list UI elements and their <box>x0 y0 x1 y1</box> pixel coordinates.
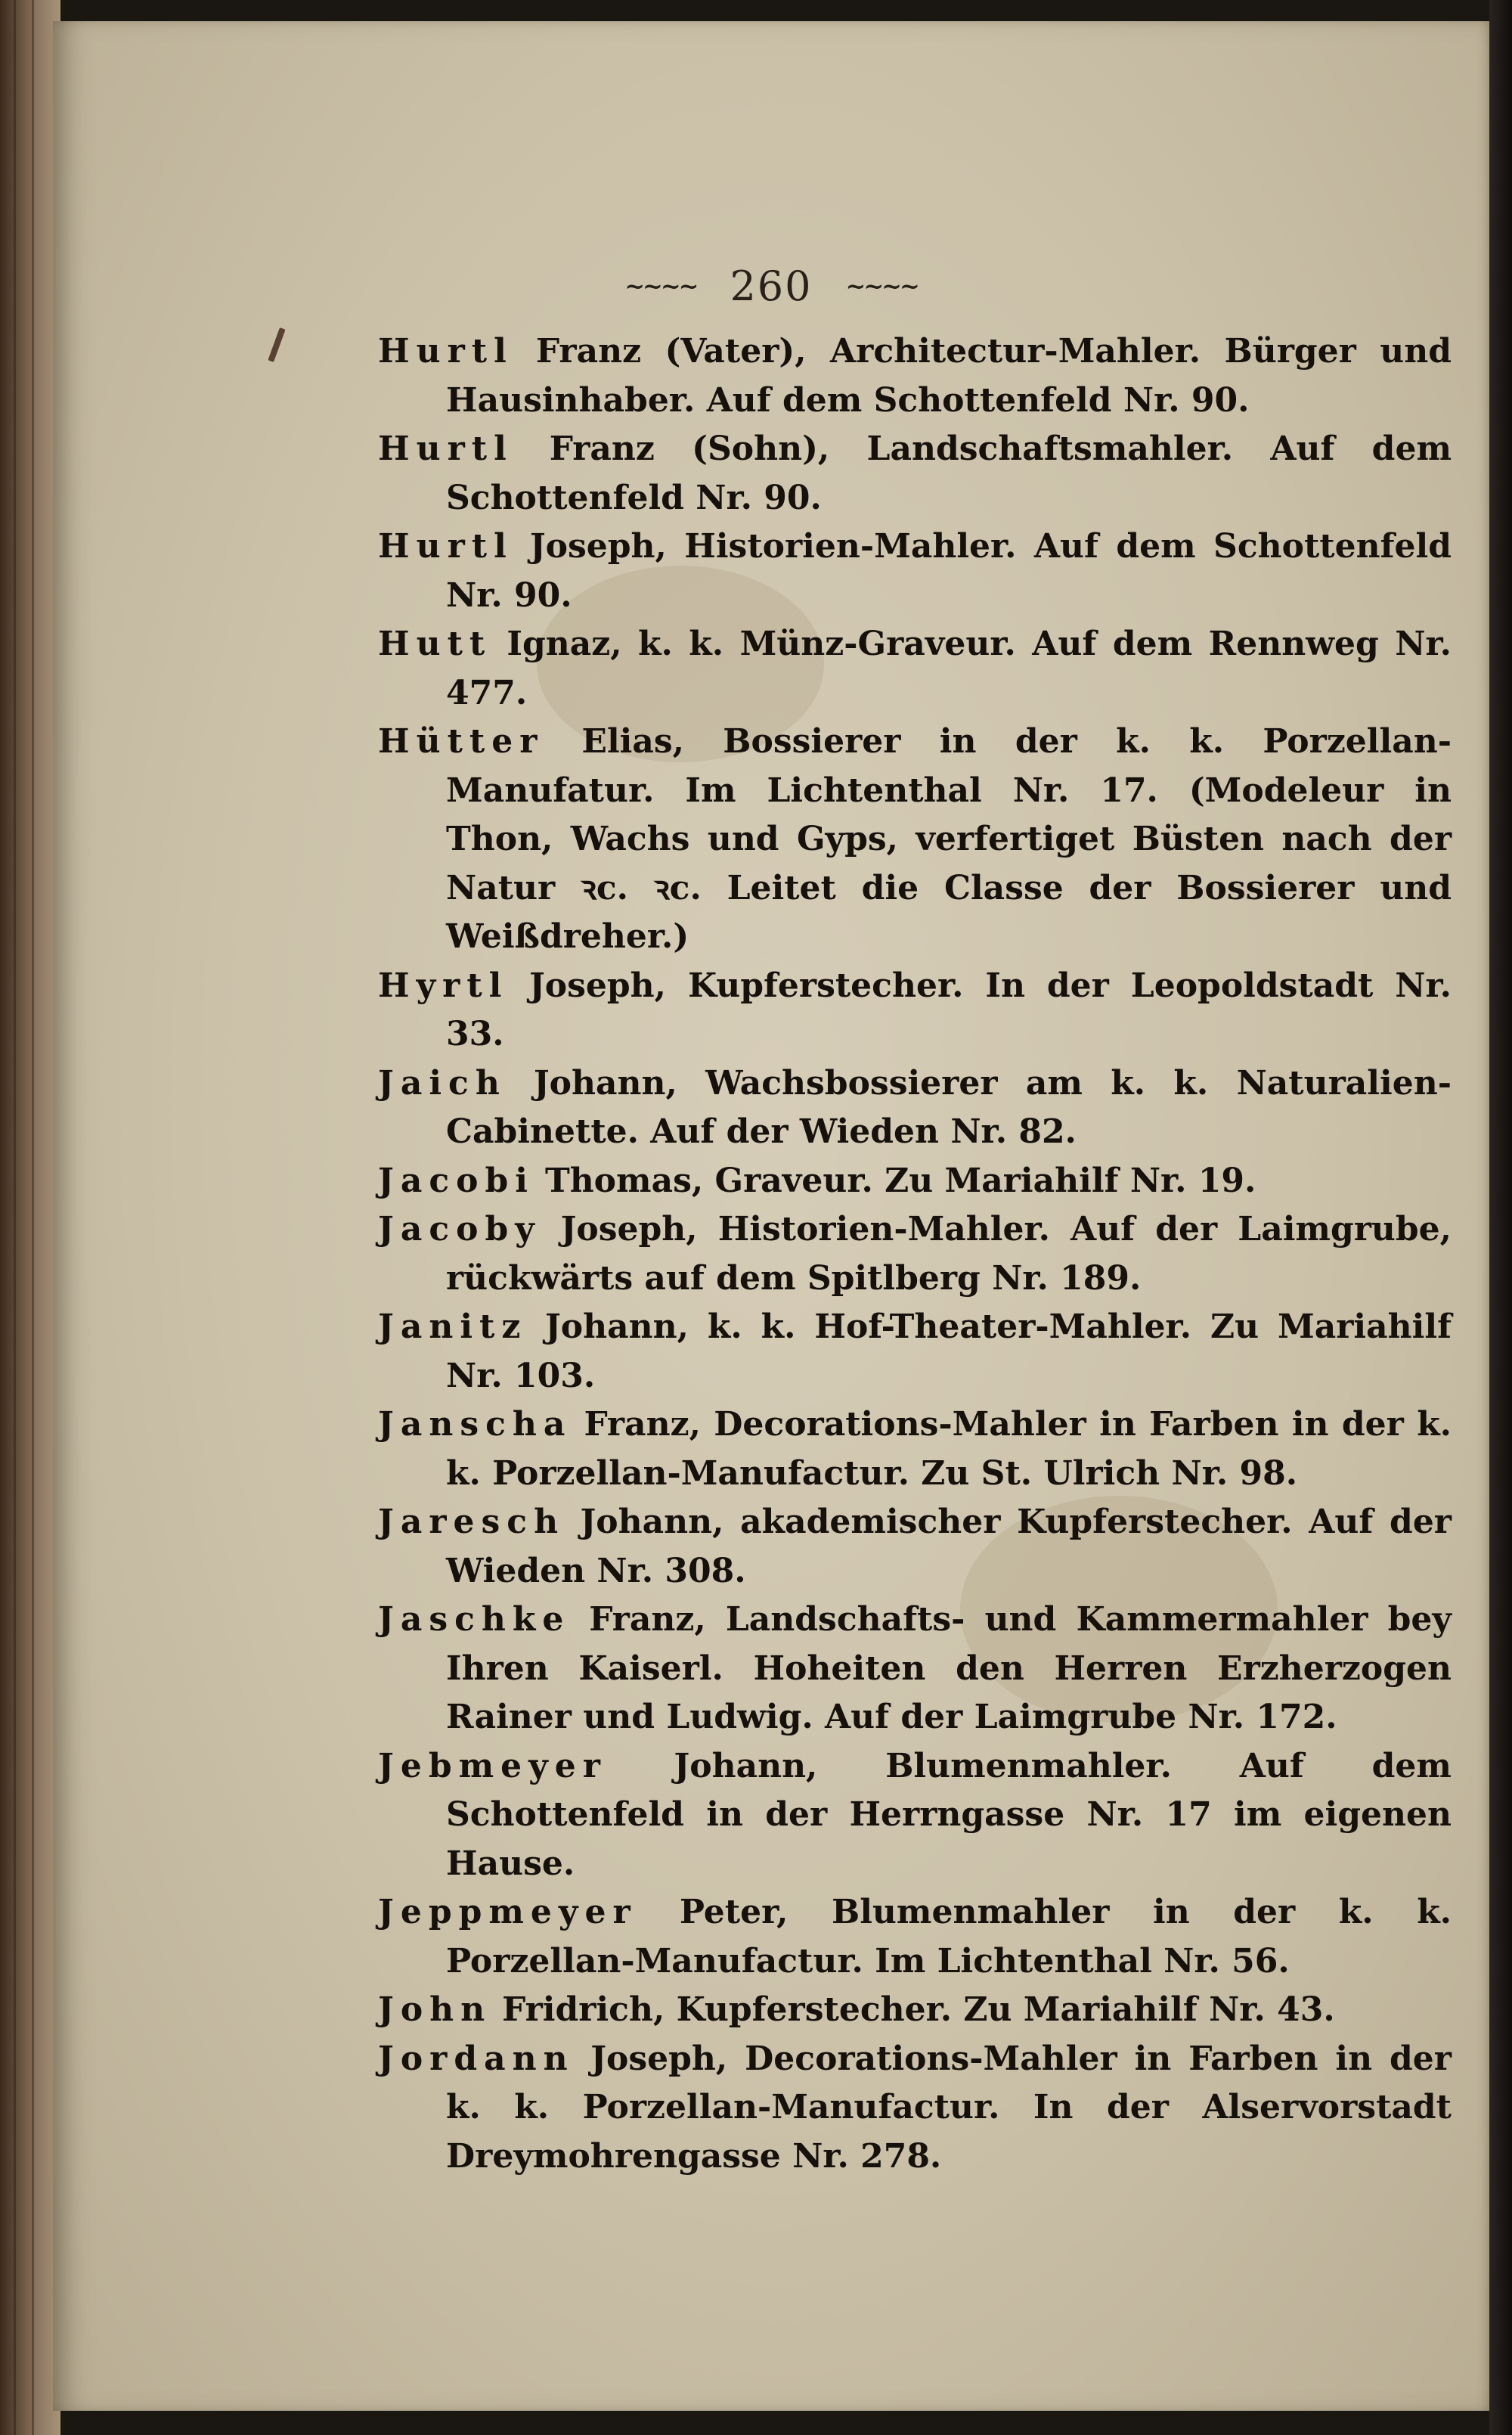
entry-text: Johann, k. k. Hof-Theater-Mahler. Zu Mariahilf Nr. 103. <box>446 1307 1452 1395</box>
spine-edge-line <box>14 0 16 2435</box>
entry-surname: Hyrtl <box>378 966 509 1005</box>
entry-text: Joseph, Historien-Mahler. Auf der Laimgrube, rückwärts auf dem Spitlberg Nr. 189. <box>446 1210 1452 1298</box>
entry-surname: Jebmeyer <box>378 1746 607 1785</box>
entry-surname: Janitz <box>378 1307 528 1346</box>
entry-text: Joseph, Decorations-Mahler in Farben in der k. k. Porzellan-Manufactur. In der Alservorstadt Dreymohrengasse Nr. 278. <box>446 2039 1452 2176</box>
book-spine <box>0 0 60 2435</box>
entry-surname: Janscha <box>378 1405 572 1444</box>
entry-text: Franz (Vater), Architectur-Mahler. Bürger und Hausinhaber. Auf dem Schottenfeld Nr. 90. <box>446 332 1452 420</box>
entry-surname: Jeppmeyer <box>378 1893 637 1931</box>
entry-surname: Hütter <box>378 722 544 761</box>
entry-text: Thomas, Graveur. Zu Mariahilf Nr. 19. <box>544 1161 1256 1200</box>
entry-text: Johann, Wachsbossierer am k. k. Naturalien-Cabinette. Auf der Wieden Nr. 82. <box>446 1063 1452 1151</box>
list-item <box>378 1888 1452 1986</box>
header-ornament-left: ~~~~ <box>624 271 697 300</box>
page-number: 260 <box>730 262 813 310</box>
entry-surname: Hutt <box>378 625 492 663</box>
list-item <box>378 327 1452 425</box>
entry-surname: Jordann <box>378 2039 575 2078</box>
list-item <box>378 1742 1452 1889</box>
list-item <box>378 1059 1452 1157</box>
entry-surname: John <box>378 1990 492 2029</box>
entry-surname: Jaich <box>378 1063 507 1103</box>
spine-edge-line <box>32 0 34 2435</box>
list-item <box>378 1596 1452 1742</box>
list-item <box>378 1401 1452 1498</box>
entry-surname: Hurtl <box>378 332 513 371</box>
ink-mark <box>268 327 285 362</box>
list-item <box>378 2035 1452 2182</box>
page-header <box>53 248 1489 324</box>
entry-surname: Hurtl <box>378 527 513 566</box>
entry-surname: Jacobi <box>378 1161 534 1200</box>
list-item <box>378 620 1452 718</box>
directory-entries <box>378 327 1452 2181</box>
list-item <box>378 523 1452 620</box>
entry-surname: Jacoby <box>378 1210 541 1249</box>
entry-text: Fridrich, Kupferstecher. Zu Mariahilf Nr. 43. <box>502 1990 1335 2029</box>
list-item <box>378 1303 1452 1401</box>
book-page <box>53 21 1489 2411</box>
list-item <box>378 962 1452 1059</box>
entry-text: Franz, Decorations-Mahler in Farben in der k. k. Porzellan-Manufactur. Zu St. Ulrich Nr. 98. <box>446 1405 1452 1493</box>
entry-text: Joseph, Historien-Mahler. Auf dem Schottenfeld Nr. 90. <box>446 527 1452 615</box>
entry-text: Franz (Sohn), Landschaftsmahler. Auf dem Schottenfeld Nr. 90. <box>446 430 1452 517</box>
entry-text: Peter, Blumenmahler in der k. k. Porzellan-Manufactur. Im Lichtenthal Nr. 56. <box>446 1893 1452 1981</box>
list-item <box>378 1498 1452 1596</box>
list-item <box>378 718 1452 962</box>
entry-surname: Jaresch <box>378 1503 565 1541</box>
entry-text: Johann, akademischer Kupferstecher. Auf der Wieden Nr. 308. <box>446 1503 1452 1590</box>
list-item <box>378 1157 1452 1206</box>
entry-surname: Jaschke <box>378 1600 571 1639</box>
header-ornament-right: ~~~~ <box>845 271 918 300</box>
list-item <box>378 425 1452 523</box>
list-item <box>378 1986 1452 2035</box>
entry-text: Joseph, Kupferstecher. In der Leopoldstadt Nr. 33. <box>446 966 1452 1053</box>
entry-surname: Hurtl <box>378 430 513 468</box>
page-right-edge <box>1489 0 1512 2435</box>
entry-text: Ignaz, k. k. Münz-Graveur. Auf dem Rennweg Nr. 477. <box>446 625 1452 712</box>
entry-text: Franz, Landschafts- und Kammermahler bey Ihren Kaiserl. Hoheiten den Herren Erzherzogen Rainer und Ludwig. Auf der Laimgrube Nr. 172. <box>446 1600 1452 1736</box>
entry-text: Johann, Blumenmahler. Auf dem Schottenfeld in der Herrngasse Nr. 17 im eigenen Hause. <box>446 1746 1452 1883</box>
list-item <box>378 1205 1452 1303</box>
entry-text: Elias, Bossierer in der k. k. Porzellan-Manufatur. Im Lichtenthal Nr. 17. (Modeleur in Thon, Wachs und Gyps, verfertiget Büsten nach der Natur ꝛc. ꝛc. Leitet die Classe der Bossierer und Weißdreher.) <box>446 722 1452 956</box>
